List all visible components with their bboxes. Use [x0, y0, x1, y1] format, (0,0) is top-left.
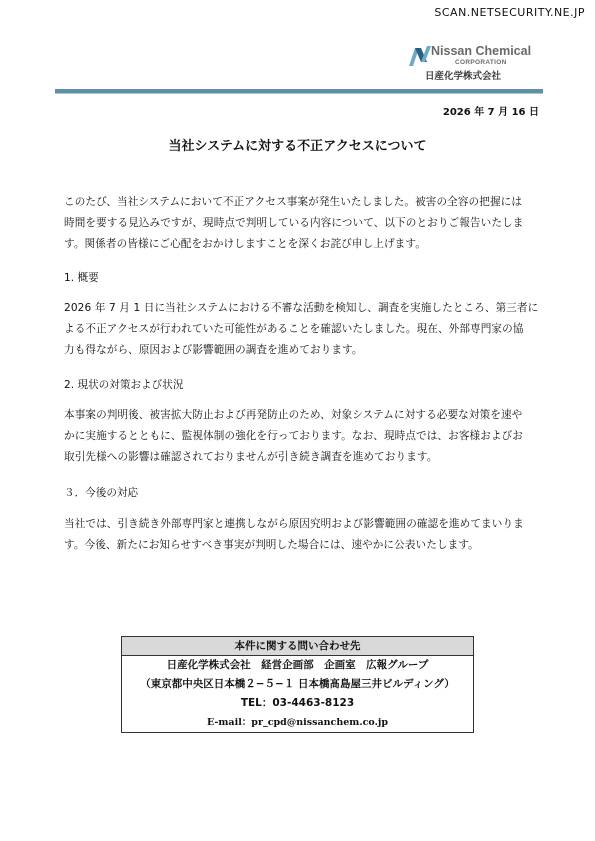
section-overview-body — [64, 298, 550, 361]
logo-corporation: CORPORATION — [455, 59, 507, 66]
body-line: 2026 年 7 月 1 日に当社システムにおける不審な活動を検知し、調査を実施したところ、第三者に — [64, 302, 539, 314]
contact-tel: TEL：03-4463-8123 — [240, 697, 355, 709]
body-line: す。今後、新たにお知らせすべき事実が判明した場合には、速やかに公表いたします。 — [64, 539, 479, 551]
intro-line: 時間を要する見込みですが、現時点で判明している内容について、以下のとおりご報告いたしま — [64, 217, 524, 229]
intro-paragraph — [64, 192, 550, 255]
body-line: 取引先様への影響は確認されておりませんが引き続き調査を進めております。 — [64, 451, 438, 463]
logo-name: Nissan Chemical — [431, 44, 532, 58]
intro-line: す。関係者の皆様にご心配をおかけしますことを深くお詫び申し上げます。 — [64, 238, 426, 250]
document-date: 2026 年 7 月 16 日 — [442, 107, 539, 118]
body-line: 本事案の判明後、被害拡大防止および再発防止のため、対象システムに対する必要な対策を速や — [64, 409, 523, 421]
section-future-body — [64, 514, 550, 556]
logo-japanese-name: 日産化学株式会社 — [425, 71, 502, 82]
header-divider — [55, 89, 543, 94]
intro-line: このたび、当社システムにおいて不正アクセス事案が発生いたしました。被害の全容の把握には — [64, 196, 523, 208]
contact-address: （東京都中央区日本橋２−５−１ 日本橋髙島屋三井ビルディング） — [140, 678, 455, 690]
section-heading-future: ３．今後の対応 — [64, 487, 139, 499]
contact-email[interactable]: E-mail：pr_cpd@nissanchem.co.jp — [207, 717, 388, 728]
body-line: よる不正アクセスが行われていた可能性があることを確認いたしました。現在、外部専門家の協 — [64, 323, 524, 335]
body-line: 当社では、引き続き外部専門家と連携しながら原因究明および影響範囲の確認を進めてまいりま — [64, 518, 524, 530]
contact-box — [121, 636, 474, 733]
section-heading-measures: 2. 現状の対策および状況 — [64, 379, 184, 391]
contact-company: 日産化学株式会社 経営企画部 企画室 広報グループ — [166, 659, 429, 671]
body-line: かに実施するとともに、監視体制の強化を行っております。なお、現時点では、お客様およびお — [64, 430, 523, 442]
section-heading-overview: 1. 概要 — [64, 272, 99, 284]
contact-heading: 本件に関する問い合わせ先 — [122, 637, 473, 656]
company-logo — [407, 44, 547, 84]
document-title: 当社システムに対する不正アクセスについて — [168, 139, 427, 154]
watermark-text: SCAN.NETSECURITY.NE.JP — [434, 6, 585, 19]
section-measures-body — [64, 405, 550, 468]
body-line: 力も得ながら、原因および影響範囲の調査を進めております。 — [64, 344, 363, 356]
